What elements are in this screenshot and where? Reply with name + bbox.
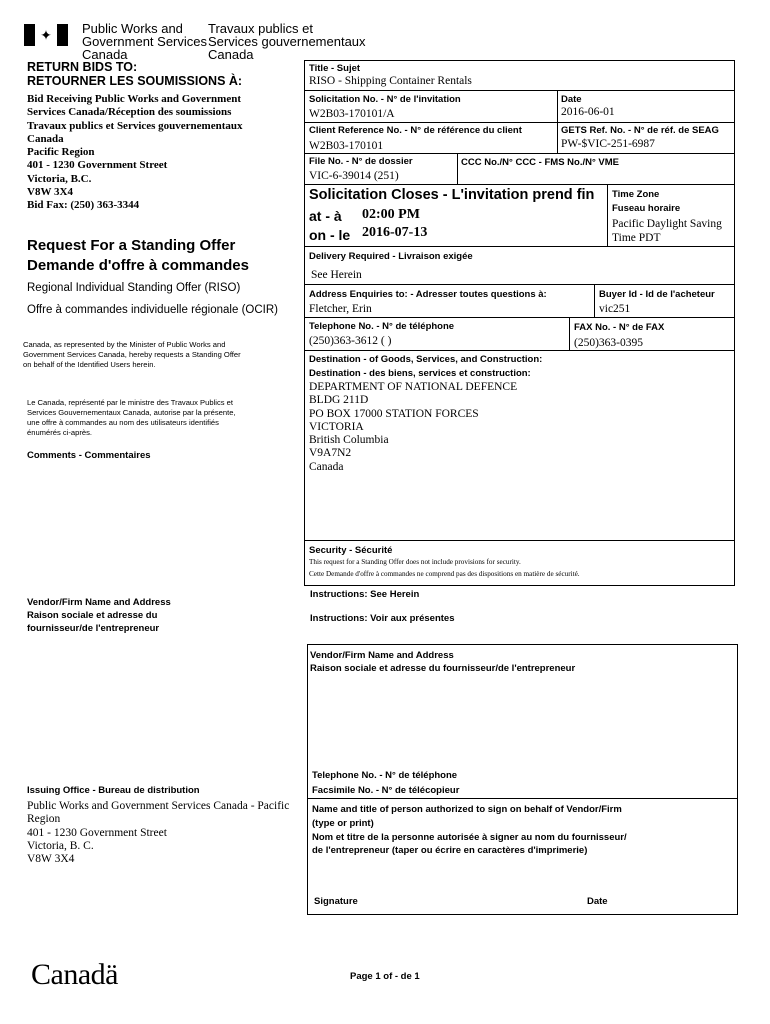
vendor-box-top — [307, 644, 738, 645]
security-text-fr: Cette Demande d'offre à commandes ne comprend pas des dispositions en matière de sécurité. — [309, 570, 580, 578]
authorized-person-field[interactable] — [312, 862, 732, 890]
offer-type-fr: Offre à commandes individuelle régionale (OCIR) — [27, 304, 278, 316]
address-enquiries-label: Address Enquiries to: - Adresser toutes questions à: — [309, 289, 547, 300]
return-bids-title: RETURN BIDS TO: RETOURNER LES SOUMISSIONS À: — [27, 60, 243, 88]
vendor-box-left — [307, 644, 308, 915]
vendor-box-bottom — [307, 914, 738, 915]
form-border-top — [304, 60, 735, 61]
department-name-fr: Travaux publics et Services gouvernementaux Canada — [208, 21, 366, 62]
title-label: Title - Sujet — [309, 63, 361, 74]
request-paragraph-en: Canada, as represented by the Minister of Public Works and Government Services Canada, hereby requests a Standing Offer on behalf of the Identified Users herein. — [23, 340, 241, 369]
buyer-id-label: Buyer Id - Id de l'acheteur — [599, 289, 715, 300]
department-name-en: Public Works and Government Services Canada — [82, 21, 207, 62]
canada-flag-icon — [24, 24, 68, 46]
ccc-number-label: CCC No./N° CCC - FMS No./N° VME — [461, 157, 620, 168]
form-border-right — [734, 60, 735, 586]
time-zone-label: Time Zone — [612, 189, 660, 200]
vendor-label-left: Vendor/Firm Name and Address Raison sociale et adresse du fournisseur/de l'entrepreneur — [27, 597, 171, 634]
gets-reference-label: GETS Ref. No. - N° de réf. de SEAG — [561, 125, 719, 136]
delivery-required-label: Delivery Required - Livraison exigée — [309, 251, 473, 262]
authorized-person-label: Name and title of person authorized to sign on behalf of Vendor/Firm (type or print) Nom et titre de la personne autorisée à signer au nom du fournisseur/ de l'entrepreneur (taper ou écrire en caractères d'imprimerie) — [312, 804, 627, 857]
closing-date-value: 2016-07-13 — [362, 225, 428, 240]
telephone-value: (250)363-3612 ( ) — [309, 335, 392, 347]
vendor-name-address-field[interactable] — [312, 680, 732, 765]
offer-type-en: Regional Individual Standing Offer (RISO) — [27, 282, 241, 294]
closing-time-value: 02:00 PM — [362, 207, 420, 222]
time-zone-value: Pacific Daylight Saving Time PDT — [612, 218, 722, 244]
page-number: Page 1 of - de 1 — [350, 971, 420, 982]
vendor-telephone-label: Telephone No. - N° de téléphone — [312, 770, 458, 781]
fax-value: (250)363-0395 — [574, 337, 643, 349]
at-label: at - à — [309, 208, 342, 224]
vendor-fax-label: Facsimile No. - N° de télécopieur — [312, 785, 460, 796]
form-border-left — [304, 60, 305, 586]
signature-label: Signature — [314, 896, 358, 907]
form-border-bottom — [304, 585, 735, 586]
comments-label: Comments - Commentaires — [27, 450, 151, 461]
date-label: Date — [561, 94, 582, 105]
file-number-value: VIC-6-39014 (251) — [309, 170, 399, 182]
security-label: Security - Sécurité — [309, 545, 393, 556]
buyer-id-value: vic251 — [599, 303, 631, 315]
canada-wordmark: Canadä — [31, 958, 118, 991]
vendor-box-label-fr: Raison sociale et adresse du fournisseur/de l'entrepreneur — [310, 663, 576, 674]
fax-label: FAX No. - N° de FAX — [574, 322, 665, 333]
gets-reference-value: PW-$VIC-251-6987 — [561, 138, 655, 150]
client-reference-label: Client Reference No. - N° de référence du client — [309, 125, 522, 136]
file-number-label: File No. - N° de dossier — [309, 156, 413, 167]
on-label: on - le — [309, 227, 351, 243]
destination-label-en: Destination - of Goods, Services, and Construction: — [309, 354, 543, 365]
destination-address: DEPARTMENT OF NATIONAL DEFENCE BLDG 211D PO BOX 17000 STATION FORCES VICTORIA British Columbia V9A7N2 Canada — [309, 381, 518, 473]
date-value: 2016-06-01 — [561, 106, 615, 118]
client-reference-value: W2B03-170101 — [309, 140, 384, 152]
return-bids-address: Bid Receiving Public Works and Government Services Canada/Réception des soumissions Travaux publics et Services gouvernementaux Canada Pacific Region 401 - 1230 Government Street Victoria, B.C. V8W 3X4 Bid Fax: (250) 363-3344 — [27, 93, 243, 212]
request-paragraph-fr: Le Canada, représenté par le ministre des Travaux Publics et Services Gouvernementaux Canada, autorise par la présente, une offre à commandes au nom des utilisateurs identifiés énumérés ci-après. — [27, 398, 236, 437]
security-text-en: This request for a Standing Offer does not include provisions for security. — [309, 558, 521, 566]
solicitation-value: W2B03-170101/A — [309, 108, 395, 120]
title-value: RISO - Shipping Container Rentals — [309, 75, 472, 87]
vendor-box-label-en: Vendor/Firm Name and Address — [310, 650, 454, 661]
request-title: Request For a Standing Offer Demande d'offre à commandes — [27, 237, 249, 274]
destination-label-fr: Destination - des biens, services et construction: — [309, 368, 531, 379]
issuing-office-label: Issuing Office - Bureau de distribution — [27, 785, 200, 796]
maple-leaf-icon: ✦ — [40, 27, 52, 43]
delivery-required-value: See Herein — [311, 269, 362, 281]
solicitation-closes-label: Solicitation Closes - L'invitation prend fin — [309, 187, 595, 203]
issuing-office-address: Public Works and Government Services Canada - Pacific Region 401 - 1230 Government Street Victoria, B. C. V8W 3X4 — [27, 800, 290, 866]
solicitation-label: Solicitation No. - N° de l'invitation — [309, 94, 461, 105]
instructions-en: Instructions: See Herein — [310, 589, 420, 600]
vendor-box-right — [737, 644, 738, 915]
telephone-label: Telephone No. - N° de téléphone — [309, 321, 455, 332]
signature-date-label: Date — [587, 896, 608, 907]
time-zone-label-fr: Fuseau horaire — [612, 203, 681, 214]
instructions-fr: Instructions: Voir aux présentes — [310, 613, 455, 624]
address-enquiries-value: Fletcher, Erin — [309, 303, 372, 315]
